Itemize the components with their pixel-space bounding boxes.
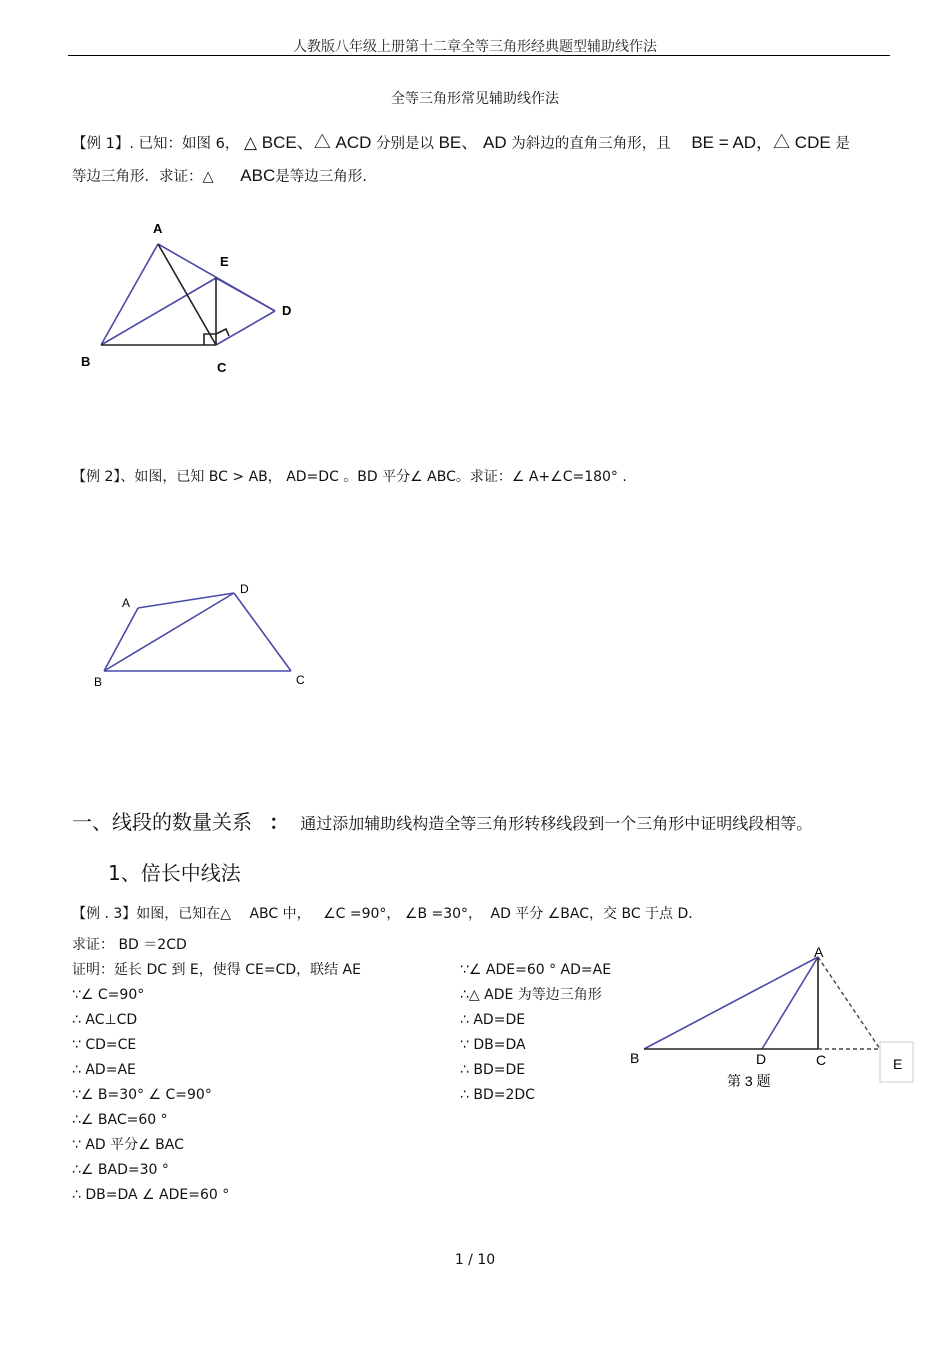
fig3-label-e: E [893,1056,903,1072]
fig2-label-c: C [296,673,305,687]
fig3-caption: 第 3 题 [727,1073,771,1089]
section1-desc: 通过添加辅助线构造全等三角形转移线段到一个三角形中证明线段相等。 [300,814,813,833]
fig1-label-a: A [153,221,163,236]
section1-heading-row [72,806,812,835]
example3-b: ABC 中， [249,906,311,922]
fig2-label-a: A [122,596,131,610]
proof-right-line: ∵ DB=DA [460,1037,526,1053]
example3-a: 【例 . 3】如图，已知在△ [72,906,232,922]
example1-text2: 为斜边的直角三角形，且 [511,136,671,152]
fig1-right-angle-2 [216,329,229,336]
fig3-ab [644,957,818,1049]
fig1-ac [158,244,216,345]
section1-colon: ： [269,810,290,834]
fig1-ab [101,244,158,345]
example1-intro: 【例 1】. 已知：如图 6， [72,136,240,152]
fig2-dc [234,593,291,671]
page-number: 1 / 10 [454,1252,496,1268]
proof-right-line: ∴ AD=DE [460,1012,526,1028]
proof-left-line: ∴ DB=DA ∠ ADE=60 ° [72,1187,230,1203]
example2-text: 【例 2】、如图，已知 BC > AB， AD=DC 。BD 平分∠ ABC。求证：∠ A+∠C=180° . [72,469,627,485]
example1-triangles: △ BCE、△ ACD [244,133,372,152]
fig1-cd [216,311,275,345]
example1-eq: BE = AD，△ CDE [691,133,831,152]
fig1-be [101,278,216,345]
proof-left-line: ∴ AC⊥CD [72,1012,138,1028]
proof-left-line: ∴∠ BAC=60 ° [72,1112,168,1128]
fig1-label-e: E [220,254,229,269]
fig3-ae-dashed [818,957,880,1049]
fig1-label-d: D [282,303,292,318]
example1-l2a: 等边三角形．求证：△ [72,169,214,185]
proof-left-line: ∵∠ C=90° [72,987,145,1003]
example1-text: 分别是以 [375,136,434,152]
running-header: 人教版八年级上册第十二章全等三角形经典题型辅助线作法 [293,39,657,55]
proof-left-line: ∵∠ B=30° ∠ C=90° [72,1087,212,1103]
fig2-label-d: D [240,582,249,596]
example1-text3: 是 [835,136,850,152]
proof-left-line: 证明：延长 DC 到 E，使得 CE=CD，联结 AE [72,962,361,978]
subsection1-heading: 1、倍长中线法 [108,861,241,885]
proof-left-line: ∴∠ BAD=30 ° [72,1162,169,1178]
fig3-label-c: C [816,1052,827,1068]
proof-right-line: ∴ BD=2DC [460,1087,535,1103]
example1-hyps: BE、 AD [438,133,507,152]
section1-heading: 一、线段的数量关系 [72,810,252,834]
example3-d: ∠B =30°， [404,906,483,922]
proof-right-column [460,958,611,1108]
proof-left-line: ∴ AD=AE [72,1062,136,1078]
fig1-label-c: C [217,360,227,375]
fig3-label-d: D [756,1051,767,1067]
example3-e: AD 平分 ∠BAC，交 BC 于点 D． [490,906,703,922]
page-title: 全等三角形常见辅助线作法 [391,91,559,107]
proof-left-column [72,958,361,1208]
proof-right-line: ∴△ ADE 为等边三角形 [460,987,602,1003]
fig1-ed [216,278,275,311]
proof-right-line: ∴ BD=DE [460,1062,526,1078]
proof-left-line: ∵ CD=CE [72,1037,137,1053]
example1-l2b: ABC [240,166,276,185]
fig3-ad [762,957,818,1049]
example3-prove: 求证： BD ＝2CD [72,937,187,953]
example3-c: ∠C =90°， [323,906,401,922]
fig3-label-a: A [814,944,824,960]
example1-l2c: 是等边三角形. [275,169,367,185]
fig3-label-b: B [630,1050,640,1066]
fig2-ad [138,593,234,608]
proof-right-line: ∵∠ ADE=60 ° AD=AE [460,962,612,978]
fig2-label-b: B [94,675,103,689]
fig1-label-b: B [81,354,91,369]
figure-2 [104,593,291,671]
example3-statement [72,903,702,923]
proof-left-line: ∵ AD 平分∠ BAC [72,1137,184,1153]
figure-3 [630,944,913,1089]
